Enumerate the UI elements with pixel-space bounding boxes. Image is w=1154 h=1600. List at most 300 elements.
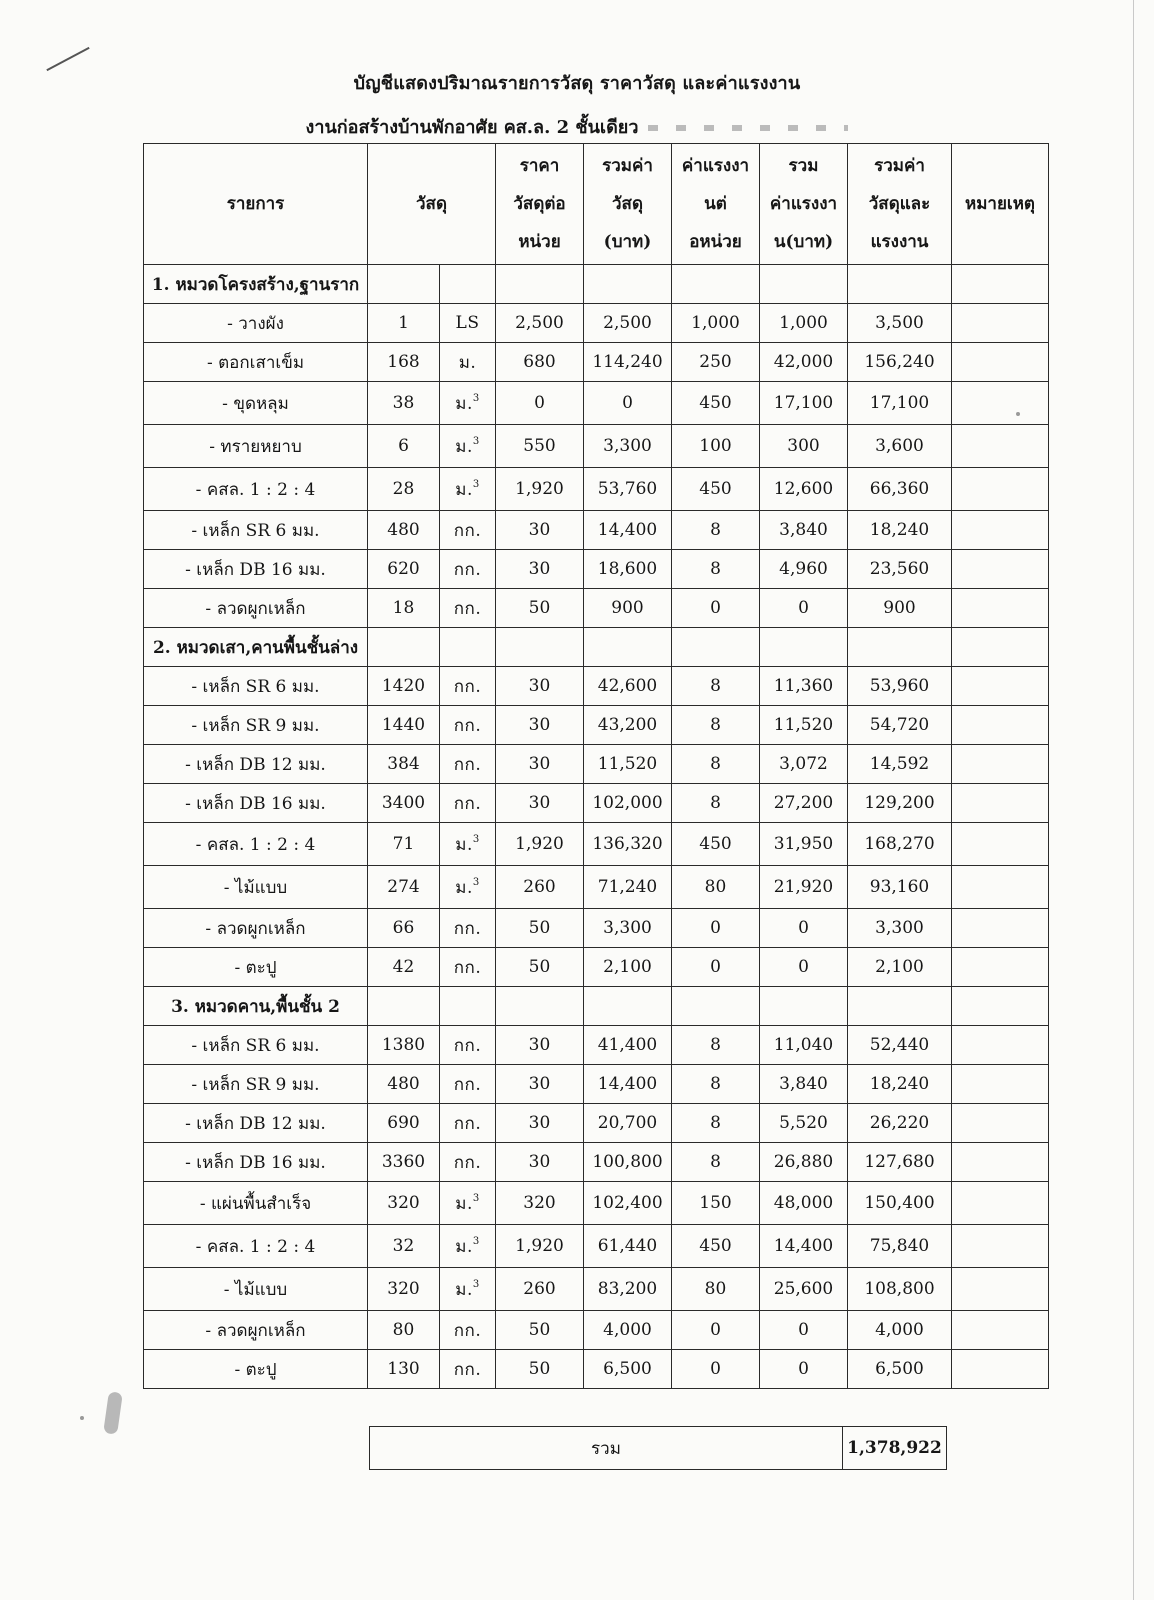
subtitle-text: งานก่อสร้างบ้านพักอาศัย คส.ล. 2 ชั้นเดียว — [305, 117, 639, 138]
labor-total-cell: 300 — [760, 425, 848, 468]
note-cell — [952, 304, 1049, 343]
empty-cell — [848, 987, 952, 1026]
note-cell — [952, 745, 1049, 784]
material-total-cell: 114,240 — [584, 343, 672, 382]
unit-cell: ม.$^3$ — [440, 823, 496, 866]
item-name: - เหล็ก DB 16 มม. — [144, 784, 368, 823]
labor-total-cell: 0 — [760, 589, 848, 628]
grand-total-cell: 6,500 — [848, 1350, 952, 1389]
table-row — [144, 1143, 1049, 1182]
labor-total-cell: 5,520 — [760, 1104, 848, 1143]
material-total-cell: 53,760 — [584, 468, 672, 511]
note-cell — [952, 1350, 1049, 1389]
quantity-cell: 130 — [368, 1350, 440, 1389]
material-total-cell: 61,440 — [584, 1225, 672, 1268]
table-row — [144, 550, 1049, 589]
unit-cell: ม.$^3$ — [440, 1268, 496, 1311]
item-name: - เหล็ก SR 6 มม. — [144, 1026, 368, 1065]
item-name: - คสล. 1 : 2 : 4 — [144, 468, 368, 511]
quantity-cell: 690 — [368, 1104, 440, 1143]
item-name: - แผ่นพื้นสำเร็จ — [144, 1182, 368, 1225]
labor-total-cell: 26,880 — [760, 1143, 848, 1182]
col-header-material: วัสดุ — [368, 144, 496, 265]
empty-cell — [368, 987, 440, 1026]
unit-cell: กก. — [440, 1311, 496, 1350]
grand-total-cell: 52,440 — [848, 1026, 952, 1065]
material-total-cell: 4,000 — [584, 1311, 672, 1350]
material-total-cell: 100,800 — [584, 1143, 672, 1182]
labor-rate-cell: 8 — [672, 667, 760, 706]
empty-cell — [760, 987, 848, 1026]
grand-total-cell: 23,560 — [848, 550, 952, 589]
table-row — [144, 1182, 1049, 1225]
note-cell — [952, 1143, 1049, 1182]
quantity-cell: 71 — [368, 823, 440, 866]
unit-cell: กก. — [440, 667, 496, 706]
note-cell — [952, 1026, 1049, 1065]
item-name: - เหล็ก SR 9 มม. — [144, 706, 368, 745]
table-row — [144, 667, 1049, 706]
labor-rate-cell: 100 — [672, 425, 760, 468]
material-total-cell: 42,600 — [584, 667, 672, 706]
quantity-cell: 32 — [368, 1225, 440, 1268]
item-name: - ไม้แบบ — [144, 1268, 368, 1311]
grand-total-cell: 2,100 — [848, 948, 952, 987]
material-total-cell: 20,700 — [584, 1104, 672, 1143]
quantity-cell: 18 — [368, 589, 440, 628]
material-total-cell: 900 — [584, 589, 672, 628]
labor-total-cell: 3,840 — [760, 1065, 848, 1104]
empty-cell — [848, 265, 952, 304]
item-name: - ลวดผูกเหล็ก — [144, 909, 368, 948]
item-name: - เหล็ก DB 16 มม. — [144, 1143, 368, 1182]
table-row — [144, 468, 1049, 511]
unit-price-cell: 50 — [496, 589, 584, 628]
unit-cell: LS — [440, 304, 496, 343]
labor-total-cell: 21,920 — [760, 866, 848, 909]
labor-rate-cell: 0 — [672, 909, 760, 948]
labor-total-cell: 4,960 — [760, 550, 848, 589]
labor-total-cell: 12,600 — [760, 468, 848, 511]
material-total-cell: 83,200 — [584, 1268, 672, 1311]
item-name: - วางผัง — [144, 304, 368, 343]
unit-cell: กก. — [440, 1104, 496, 1143]
unit-cell: กก. — [440, 589, 496, 628]
labor-rate-cell: 8 — [672, 1104, 760, 1143]
unit-cell: ม.$^3$ — [440, 382, 496, 425]
quantity-cell: 384 — [368, 745, 440, 784]
labor-rate-cell: 0 — [672, 589, 760, 628]
table-row — [144, 866, 1049, 909]
labor-total-cell: 11,520 — [760, 706, 848, 745]
unit-price-cell: 30 — [496, 550, 584, 589]
table-row — [144, 784, 1049, 823]
empty-cell — [952, 628, 1049, 667]
table-row — [144, 343, 1049, 382]
labor-rate-cell: 0 — [672, 1350, 760, 1389]
quantity-cell: 1 — [368, 304, 440, 343]
labor-rate-cell: 450 — [672, 823, 760, 866]
ink-smudge — [103, 1391, 123, 1435]
unit-price-cell: 30 — [496, 745, 584, 784]
item-name: - เหล็ก DB 12 มม. — [144, 745, 368, 784]
labor-rate-cell: 450 — [672, 468, 760, 511]
labor-total-cell: 27,200 — [760, 784, 848, 823]
labor-total-cell: 11,360 — [760, 667, 848, 706]
labor-total-cell: 0 — [760, 948, 848, 987]
unit-cell: ม.$^3$ — [440, 866, 496, 909]
labor-total-cell: 25,600 — [760, 1268, 848, 1311]
labor-rate-cell: 8 — [672, 511, 760, 550]
empty-cell — [496, 987, 584, 1026]
col-header-labor-rate: ค่าแรงงา นต่ อหน่วย — [672, 144, 760, 265]
note-cell — [952, 667, 1049, 706]
empty-cell — [672, 265, 760, 304]
item-name: - ลวดผูกเหล็ก — [144, 1311, 368, 1350]
empty-cell — [496, 265, 584, 304]
speck — [80, 1416, 84, 1420]
note-cell — [952, 589, 1049, 628]
item-name: - เหล็ก SR 6 มม. — [144, 511, 368, 550]
grand-total-cell: 108,800 — [848, 1268, 952, 1311]
unit-cell: ม.$^3$ — [440, 1182, 496, 1225]
grand-total-cell: 129,200 — [848, 784, 952, 823]
empty-cell — [760, 265, 848, 304]
labor-total-cell: 1,000 — [760, 304, 848, 343]
item-name: - คสล. 1 : 2 : 4 — [144, 823, 368, 866]
material-total-cell: 136,320 — [584, 823, 672, 866]
labor-rate-cell: 8 — [672, 1143, 760, 1182]
grand-total-cell: 3,500 — [848, 304, 952, 343]
total-row — [370, 1427, 947, 1470]
note-cell — [952, 1311, 1049, 1350]
material-total-cell: 11,520 — [584, 745, 672, 784]
quantity-cell: 320 — [368, 1268, 440, 1311]
unit-cell: กก. — [440, 1143, 496, 1182]
note-cell — [952, 1182, 1049, 1225]
document-title: บัญชีแสดงปริมาณรายการวัสดุ ราคาวัสดุ และค่าแรงงาน — [353, 73, 801, 94]
note-cell — [952, 425, 1049, 468]
grand-total-cell: 26,220 — [848, 1104, 952, 1143]
unit-price-cell: 50 — [496, 948, 584, 987]
col-header-item: รายการ — [144, 144, 368, 265]
grand-total-cell: 900 — [848, 589, 952, 628]
table-row — [144, 909, 1049, 948]
labor-total-cell: 3,840 — [760, 511, 848, 550]
table-row — [144, 589, 1049, 628]
quantity-cell: 42 — [368, 948, 440, 987]
quantity-cell: 1440 — [368, 706, 440, 745]
unit-cell: กก. — [440, 948, 496, 987]
empty-cell — [368, 265, 440, 304]
labor-total-cell: 0 — [760, 1311, 848, 1350]
grand-total-cell: 127,680 — [848, 1143, 952, 1182]
grand-total-cell: 168,270 — [848, 823, 952, 866]
empty-cell — [952, 265, 1049, 304]
item-name: - ขุดหลุม — [144, 382, 368, 425]
quantity-cell: 66 — [368, 909, 440, 948]
quantity-cell: 80 — [368, 1311, 440, 1350]
note-cell — [952, 468, 1049, 511]
item-name: - ตะปู — [144, 948, 368, 987]
unit-price-cell: 50 — [496, 909, 584, 948]
item-name: - ลวดผูกเหล็ก — [144, 589, 368, 628]
material-total-cell: 43,200 — [584, 706, 672, 745]
quantity-cell: 28 — [368, 468, 440, 511]
table-row — [144, 382, 1049, 425]
unit-price-cell: 30 — [496, 1026, 584, 1065]
grand-total-cell: 14,592 — [848, 745, 952, 784]
grand-total: 1,378,922 — [843, 1427, 947, 1470]
material-total-cell: 2,100 — [584, 948, 672, 987]
table-row — [144, 511, 1049, 550]
unit-cell: กก. — [440, 745, 496, 784]
empty-cell — [584, 987, 672, 1026]
section-title: 2. หมวดเสา,คานพื้นชั้นล่าง — [144, 628, 368, 667]
unit-price-cell: 50 — [496, 1311, 584, 1350]
item-name: - เหล็ก SR 6 มม. — [144, 667, 368, 706]
unit-price-cell: 30 — [496, 706, 584, 745]
note-cell — [952, 1225, 1049, 1268]
unit-cell: กก. — [440, 511, 496, 550]
quantity-cell: 480 — [368, 511, 440, 550]
quantity-cell: 320 — [368, 1182, 440, 1225]
material-total-cell: 14,400 — [584, 511, 672, 550]
grand-total-cell: 3,600 — [848, 425, 952, 468]
table-row — [144, 1026, 1049, 1065]
grand-total-cell: 17,100 — [848, 382, 952, 425]
material-total-cell: 3,300 — [584, 425, 672, 468]
unit-price-cell: 1,920 — [496, 1225, 584, 1268]
item-name: - ตอกเสาเข็ม — [144, 343, 368, 382]
unit-cell: กก. — [440, 1350, 496, 1389]
labor-rate-cell: 450 — [672, 382, 760, 425]
labor-rate-cell: 8 — [672, 706, 760, 745]
grand-total-cell: 150,400 — [848, 1182, 952, 1225]
material-total-cell: 41,400 — [584, 1026, 672, 1065]
labor-total-cell: 14,400 — [760, 1225, 848, 1268]
grand-total-cell: 18,240 — [848, 511, 952, 550]
material-total-cell: 14,400 — [584, 1065, 672, 1104]
empty-cell — [440, 265, 496, 304]
material-total-cell: 102,400 — [584, 1182, 672, 1225]
unit-price-cell: 30 — [496, 1065, 584, 1104]
unit-price-cell: 30 — [496, 1143, 584, 1182]
empty-cell — [672, 987, 760, 1026]
empty-cell — [368, 628, 440, 667]
section-header-row — [144, 628, 1049, 667]
unit-price-cell: 30 — [496, 784, 584, 823]
quantity-cell: 1380 — [368, 1026, 440, 1065]
item-name: - ทรายหยาบ — [144, 425, 368, 468]
unit-price-cell: 2,500 — [496, 304, 584, 343]
col-header-material-total: รวมค่า วัสดุ (บาท) — [584, 144, 672, 265]
unit-cell: ม. — [440, 343, 496, 382]
grand-total-cell: 156,240 — [848, 343, 952, 382]
labor-total-cell: 0 — [760, 909, 848, 948]
empty-cell — [760, 628, 848, 667]
unit-cell: ม.$^3$ — [440, 1225, 496, 1268]
grand-total-cell: 54,720 — [848, 706, 952, 745]
unit-price-cell: 260 — [496, 866, 584, 909]
col-header-grand: รวมค่า วัสดุและ แรงงาน — [848, 144, 952, 265]
labor-total-cell: 48,000 — [760, 1182, 848, 1225]
labor-total-cell: 42,000 — [760, 343, 848, 382]
table-row — [144, 1225, 1049, 1268]
quantity-cell: 3360 — [368, 1143, 440, 1182]
labor-rate-cell: 1,000 — [672, 304, 760, 343]
unit-price-cell: 30 — [496, 511, 584, 550]
table-row — [144, 304, 1049, 343]
labor-rate-cell: 0 — [672, 948, 760, 987]
grand-total-cell: 3,300 — [848, 909, 952, 948]
note-cell — [952, 706, 1049, 745]
grand-total-cell: 4,000 — [848, 1311, 952, 1350]
note-cell — [952, 909, 1049, 948]
note-cell — [952, 866, 1049, 909]
unit-price-cell: 30 — [496, 1104, 584, 1143]
unit-price-cell: 1,920 — [496, 468, 584, 511]
section-title: 3. หมวดคาน,พื้นชั้น 2 — [144, 987, 368, 1026]
unit-price-cell: 680 — [496, 343, 584, 382]
note-cell — [952, 343, 1049, 382]
item-name: - คสล. 1 : 2 : 4 — [144, 1225, 368, 1268]
item-name: - ไม้แบบ — [144, 866, 368, 909]
item-name: - เหล็ก SR 9 มม. — [144, 1065, 368, 1104]
section-title: 1. หมวดโครงสร้าง,ฐานราก — [144, 265, 368, 304]
total-label: รวม — [370, 1427, 843, 1470]
table-row — [144, 823, 1049, 866]
note-cell — [952, 382, 1049, 425]
note-cell — [952, 948, 1049, 987]
unit-cell: กก. — [440, 706, 496, 745]
item-name: - เหล็ก DB 16 มม. — [144, 550, 368, 589]
unit-price-cell: 50 — [496, 1350, 584, 1389]
col-header-labor-total: รวม ค่าแรงงา น(บาท) — [760, 144, 848, 265]
unit-price-cell: 550 — [496, 425, 584, 468]
labor-rate-cell: 450 — [672, 1225, 760, 1268]
table-row — [144, 1350, 1049, 1389]
quantity-cell: 1420 — [368, 667, 440, 706]
labor-total-cell: 17,100 — [760, 382, 848, 425]
grand-total-cell: 53,960 — [848, 667, 952, 706]
labor-total-cell: 11,040 — [760, 1026, 848, 1065]
table-row — [144, 706, 1049, 745]
quantity-cell: 480 — [368, 1065, 440, 1104]
material-total-cell: 18,600 — [584, 550, 672, 589]
quantity-cell: 168 — [368, 343, 440, 382]
empty-cell — [440, 987, 496, 1026]
material-total-cell: 2,500 — [584, 304, 672, 343]
material-total-cell: 6,500 — [584, 1350, 672, 1389]
quantity-cell: 3400 — [368, 784, 440, 823]
table-row — [144, 425, 1049, 468]
unit-cell: ม.$^3$ — [440, 468, 496, 511]
unit-cell: กก. — [440, 784, 496, 823]
note-cell — [952, 1065, 1049, 1104]
note-cell — [952, 1268, 1049, 1311]
note-cell — [952, 1104, 1049, 1143]
col-header-unit-price: ราคา วัสดุต่อ หน่วย — [496, 144, 584, 265]
labor-rate-cell: 80 — [672, 866, 760, 909]
unit-price-cell: 30 — [496, 667, 584, 706]
labor-rate-cell: 8 — [672, 1065, 760, 1104]
note-cell — [952, 823, 1049, 866]
table-row — [144, 1311, 1049, 1350]
item-name: - เหล็ก DB 12 มม. — [144, 1104, 368, 1143]
scan-edge — [1133, 0, 1134, 1600]
empty-cell — [848, 628, 952, 667]
unit-price-cell: 320 — [496, 1182, 584, 1225]
col-header-note: หมายเหตุ — [952, 144, 1049, 265]
empty-cell — [672, 628, 760, 667]
unit-price-cell: 0 — [496, 382, 584, 425]
materials-table — [143, 143, 1049, 1389]
unit-cell: ม.$^3$ — [440, 425, 496, 468]
table-row — [144, 948, 1049, 987]
labor-total-cell: 0 — [760, 1350, 848, 1389]
labor-rate-cell: 8 — [672, 550, 760, 589]
unit-cell: กก. — [440, 550, 496, 589]
section-header-row — [144, 987, 1049, 1026]
item-name: - ตะปู — [144, 1350, 368, 1389]
labor-rate-cell: 250 — [672, 343, 760, 382]
grand-total-cell: 75,840 — [848, 1225, 952, 1268]
labor-total-cell: 3,072 — [760, 745, 848, 784]
redacted-text — [648, 125, 848, 131]
grand-total-cell: 93,160 — [848, 866, 952, 909]
note-cell — [952, 511, 1049, 550]
unit-cell: กก. — [440, 1065, 496, 1104]
labor-rate-cell: 150 — [672, 1182, 760, 1225]
quantity-cell: 38 — [368, 382, 440, 425]
quantity-cell: 6 — [368, 425, 440, 468]
unit-cell: กก. — [440, 1026, 496, 1065]
document-subtitle — [0, 112, 1154, 141]
empty-cell — [584, 628, 672, 667]
table-row — [144, 1268, 1049, 1311]
note-cell — [952, 550, 1049, 589]
empty-cell — [584, 265, 672, 304]
empty-cell — [440, 628, 496, 667]
material-total-cell: 71,240 — [584, 866, 672, 909]
empty-cell — [952, 987, 1049, 1026]
unit-cell: กก. — [440, 909, 496, 948]
material-total-cell: 102,000 — [584, 784, 672, 823]
labor-rate-cell: 8 — [672, 745, 760, 784]
section-header-row — [144, 265, 1049, 304]
table-row — [144, 1104, 1049, 1143]
quantity-cell: 620 — [368, 550, 440, 589]
grand-total-cell: 66,360 — [848, 468, 952, 511]
grand-total-cell: 18,240 — [848, 1065, 952, 1104]
material-total-cell: 3,300 — [584, 909, 672, 948]
total-table — [369, 1426, 947, 1470]
quantity-cell: 274 — [368, 866, 440, 909]
note-cell — [952, 784, 1049, 823]
labor-rate-cell: 8 — [672, 1026, 760, 1065]
table-header-row — [144, 144, 1049, 265]
labor-rate-cell: 0 — [672, 1311, 760, 1350]
labor-total-cell: 31,950 — [760, 823, 848, 866]
unit-price-cell: 1,920 — [496, 823, 584, 866]
material-total-cell: 0 — [584, 382, 672, 425]
table-row — [144, 1065, 1049, 1104]
empty-cell — [496, 628, 584, 667]
labor-rate-cell: 80 — [672, 1268, 760, 1311]
table-row — [144, 745, 1049, 784]
unit-price-cell: 260 — [496, 1268, 584, 1311]
